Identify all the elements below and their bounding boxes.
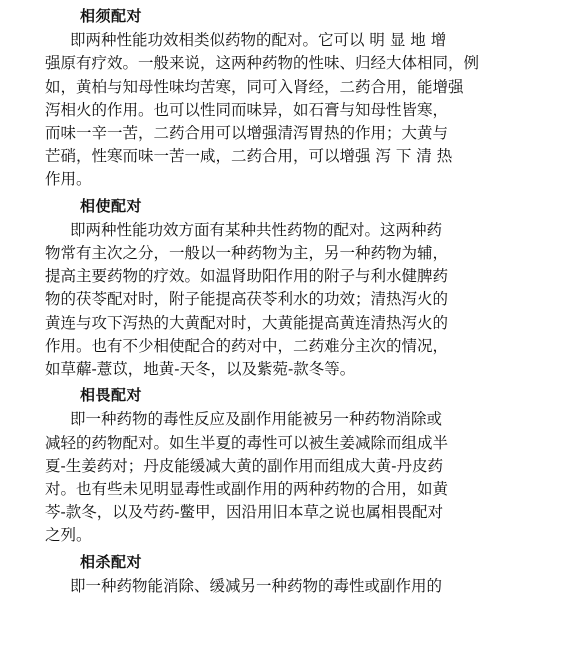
paragraph-line: 物常有主次之分，一般以一种药物为主，另一种药物为辅， [45,244,449,262]
paragraph-line: 夏-生姜药对；丹皮能缓减大黄的副作用而组成大黄-丹皮药 [45,456,443,475]
paragraph-line: 即两种性能功效方面有某种共性药物的配对。这两种药 [70,220,443,239]
section-heading-xiangxu: 相须配对 [80,7,143,25]
paragraph-line: 之列。 [45,526,92,545]
section-heading-xiangwei: 相畏配对 [80,386,143,405]
paragraph-line: 即一种药物的毒性反应及副作用能被另一种药物消除或 [70,410,443,429]
section-heading-xiangsha: 相杀配对 [80,552,143,571]
paragraph-line: 而味一辛一苦，二药合用可以增强清泻胃热的作用；大黄与 [45,124,449,142]
paragraph-line: 芩-款冬，以及芍药-鳖甲，因沿用旧本草之说也属相畏配对 [45,503,443,522]
paragraph-line: 作用。也有不少相使配合的药对中，二药难分主次的情况， [45,336,449,355]
paragraph-line: 泻相火的作用。也可以性同而味异，如石膏与知母性皆寒， [45,100,449,119]
paragraph-line: 提高主要药物的疗效。如温肾助阳作用的附子与利水健脾药 [45,267,449,286]
paragraph-line: 减轻的药物配对。如生半夏的毒性可以被生姜减除而组成半 [45,433,449,452]
paragraph-line: 即一种药物能消除、缓减另一种药物的毒性或副作用的 [70,576,443,595]
paragraph-line: 作用。 [45,170,92,189]
paragraph-line: 强原有疗效。一般来说，这两种药物的性味、归经大体相同，例 [45,54,480,73]
paragraph-line: 如草薢-薏苡，地黄-天冬，以及紫菀-款冬等。 [45,360,356,378]
paragraph-line: 即两种性能功效相类似药物的配对。它可以 明 显 地 增 [70,31,447,50]
paragraph-line: 芒硝，性寒而味一苦一咸，二药合用，可以增强 泻 下 清 热 [45,147,453,166]
paragraph-line: 物的茯苓配对时，附子能提高茯苓利水的功效；清热泻火的 [45,290,449,309]
paragraph-line: 黄连与攻下泻热的大黄配对时，大黄能提高黄连清热泻火的 [45,313,449,332]
paragraph-line: 如，黄柏与知母性味均苦寒，同可入肾经，二药合用，能增强 [45,77,464,96]
section-heading-xiangshi: 相使配对 [80,196,143,215]
paragraph-line: 对。也有些未见明显毒性或副作用的两种药物的合用，如黄 [45,480,449,498]
